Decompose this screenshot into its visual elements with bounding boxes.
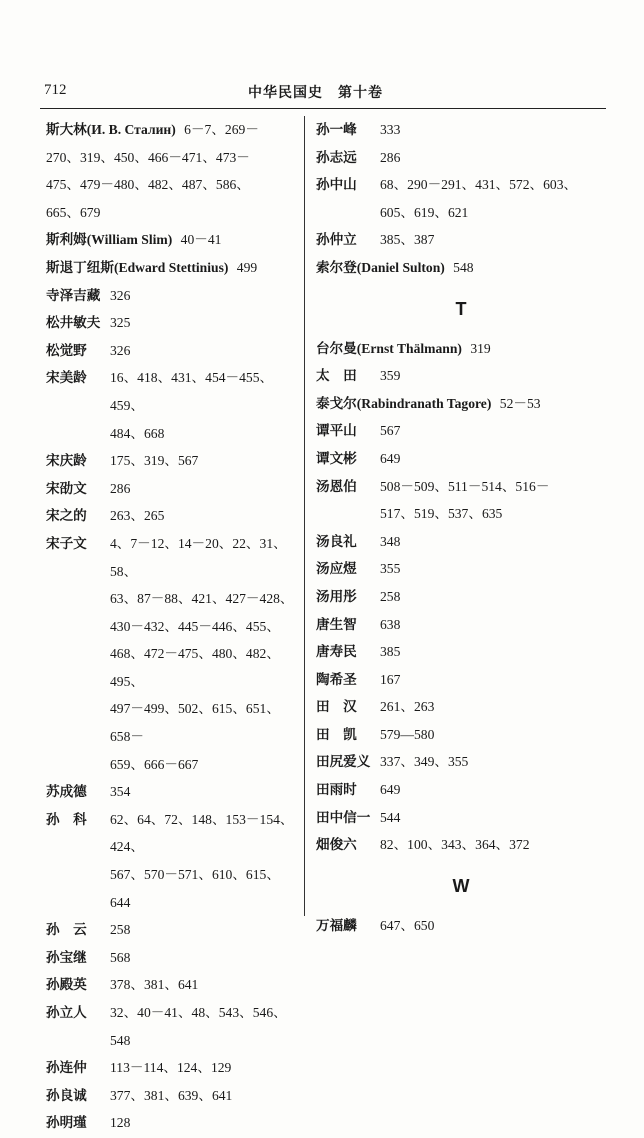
index-headword [316,396,491,412]
headword-name: 田中信一 [316,809,371,826]
headword-name: 苏成德 [46,784,87,801]
index-headword [316,612,357,639]
index-entry [316,667,606,695]
section-letter-t: T [455,298,467,319]
headword-name: 索尔登 [316,259,357,276]
page-references: 377、381、639、641 [110,1087,233,1103]
index-entry [316,584,606,612]
spacer [172,233,180,248]
page-references: 261、263 [380,699,435,715]
page-references: 319 [470,340,491,356]
page-references: 326 [110,342,131,358]
page-references: 647、650 [380,917,435,933]
page-references: 6－7、269－ 270、319、450、466－471、473－ 475、479－480、482、487、586、 665、679 [46,122,259,220]
index-headword [316,749,370,776]
index-headword [316,172,357,199]
index-headword [46,1000,87,1027]
page-references: 68、290－291、431、572、603、 605、619、621 [380,177,578,220]
index-headword [316,145,357,172]
index-entry [46,310,298,338]
headword-name: 孙立人 [46,1005,87,1021]
headword-name: 斯利姆 [46,232,87,249]
page-references: 258 [110,922,131,938]
page-references: 385 [380,644,401,660]
headword-name: 泰戈尔 [316,395,357,412]
headword-original-name: (Edward Stettinius) [113,259,229,275]
index-headword [46,122,176,138]
index-entry [46,945,298,973]
index-headword [316,418,357,445]
index-headword [316,474,357,501]
headword-name: 谭文彬 [316,450,357,467]
headword-name: 寺泽吉藏 [46,287,101,304]
page-references: 579—580 [380,726,435,742]
index-headword [46,338,87,365]
index-entry [46,365,298,448]
index-headword [46,807,87,834]
index-entry [316,363,606,391]
headword-name: 松井敏夫 [46,315,101,332]
headword-name: 斯退丁纽斯 [46,259,114,276]
headword-name: 宋之的 [46,508,87,525]
index-headword [46,365,87,392]
page-references: 333 [380,122,401,137]
page-references: 638 [380,616,401,632]
index-entry [46,448,298,476]
headword-name: 万福麟 [316,917,357,934]
index-entry [316,227,606,255]
page-references: 175、319、567 [110,453,199,469]
page-references: 378、381、641 [110,977,199,993]
index-headword [316,805,370,832]
index-headword [46,283,100,310]
right-column [316,117,606,940]
headword-name: 唐生智 [316,616,357,633]
index-headword [46,945,87,972]
index-headword [316,667,357,694]
page-references: 52－53 [499,395,541,411]
index-entry [46,503,298,531]
index-entry [316,336,606,364]
index-entry [46,972,298,1000]
headword-name: 谭平山 [316,423,357,440]
index-headword [316,639,357,666]
section-letter-w: W [452,875,470,896]
index-entry [46,283,298,311]
index-headword [316,341,462,357]
headword-name: 陶希圣 [316,671,357,688]
headword-name: 孙 云 [46,922,87,939]
index-headword [46,260,228,276]
index-entry [316,556,606,584]
index-headword [46,232,172,248]
index-entry [316,832,606,860]
headword-name: 宋庆龄 [46,453,87,470]
page-references: 544 [380,809,401,825]
page-references: 326 [110,287,131,303]
headword-name: 孙良诚 [46,1087,87,1104]
index-entry [46,917,298,945]
page-references: 567 [380,423,401,439]
index-entry [46,1083,298,1111]
index-entry [316,391,606,419]
index-headword [46,1055,87,1082]
index-headword [316,363,357,390]
page-references: 82、100、343、364、372 [380,837,530,853]
index-entry [46,1000,298,1055]
index-entry [46,227,298,255]
page-references: 568 [110,949,131,965]
index-entry [46,255,298,283]
headword-name: 松觉野 [46,342,87,359]
headword-original-name: (Daniel Sulton) [356,259,445,275]
index-entry [316,805,606,833]
headword-name: 孙中山 [316,177,357,194]
index-entry [46,1055,298,1083]
index-headword [316,446,357,473]
index-headword [316,584,357,611]
headword-original-name: (И. В. Сталин) [86,122,176,137]
page-references: 128 [110,1115,131,1131]
page-references: 286 [110,480,131,496]
page-references: 649 [380,450,401,466]
index-entry [316,529,606,557]
index-headword [316,227,357,254]
page-header [44,82,604,106]
page-references: 348 [380,533,401,549]
headword-name: 孙一峰 [316,122,357,138]
page-references: 258 [380,588,401,604]
headword-name: 孙明瑾 [46,1115,87,1132]
index-headword [316,260,445,276]
headword-name: 台尔曼 [316,340,357,357]
headword-name: 宋子文 [46,535,87,552]
index-entry [46,1110,298,1138]
index-headword [46,503,87,530]
page-references: 354 [110,784,131,800]
headword-name: 孙殿英 [46,977,87,994]
running-title: 中华民国史 第十卷 [248,85,383,101]
spacer [228,261,236,276]
index-headword [316,913,357,940]
index-entry [316,172,606,227]
page-references: 548 [453,259,474,275]
index-headword [316,777,357,804]
index-entry [316,255,606,283]
index-entry [316,694,606,722]
index-entry [316,639,606,667]
page-references: 62、64、72、148、153－154、424、 567、570－571、610、615、644 [110,811,294,910]
headword-name: 斯大林 [46,122,87,138]
page-references: 359 [380,368,401,384]
headword-name: 孙 科 [46,811,87,828]
headword-name: 汤应煜 [316,561,357,578]
index-entry [46,117,298,227]
headword-name: 宋劭文 [46,480,87,497]
page-references: 325 [110,315,131,331]
index-headword [316,556,357,583]
index-entry [316,145,606,173]
index-entry [316,612,606,640]
index-headword [316,722,357,749]
headword-name: 田雨时 [316,782,357,799]
spacer [445,261,453,276]
page-references: 167 [380,671,401,687]
index-headword [46,448,87,475]
index-headword [46,310,100,337]
left-column [46,117,298,1138]
index-headword [46,917,87,944]
index-headword [316,694,357,721]
page-references: 508－509、511－514、516－ 517、519、537、635 [380,478,550,522]
index-headword [46,1110,87,1137]
headword-name: 田尻爱义 [316,754,371,771]
page-references: 649 [380,782,401,798]
headword-name: 汤良礼 [316,533,357,550]
index-entry [316,777,606,805]
headword-original-name: (William Slim) [86,232,173,248]
index-headword [316,529,357,556]
index-entry [316,117,606,145]
headword-original-name: (Ernst Thälmann) [356,340,462,356]
page-references: 32、40－41、48、543、546、548 [110,1005,287,1048]
index-headword [46,1083,87,1110]
page-references: 4、7－12、14－20、22、31、58、 63、87－88、421、427－428、 430－432、445－446、455、 468、472－475、480、482、495、 497－499、502、615、651、658－ 659、666－667 [110,535,294,772]
index-entry [46,476,298,504]
headword-original-name: (Rabindranath Tagore) [356,395,492,411]
page-number: 712 [44,82,67,98]
page-references: 263、265 [110,508,165,524]
header-rule [40,108,606,109]
headword-name: 孙宝继 [46,949,87,966]
headword-name: 汤恩伯 [316,478,357,495]
spacer [491,397,499,412]
index-headword [316,832,357,859]
page-references: 40－41 [180,232,222,248]
index-entry [316,418,606,446]
headword-name: 畑俊六 [316,837,357,854]
index-entry [46,531,298,779]
index-headword [46,779,87,806]
headword-name: 唐寿民 [316,644,357,661]
page-references: 337、349、355 [380,754,469,770]
index-entry [316,749,606,777]
index-entry [316,913,606,941]
headword-name: 田 汉 [316,699,357,716]
spacer [176,123,184,138]
headword-name: 太 田 [316,368,357,385]
headword-name: 孙志远 [316,149,357,166]
index-headword [46,476,87,503]
headword-name: 汤用彤 [316,588,357,605]
index-entry [316,446,606,474]
headword-name: 宋美龄 [46,370,87,387]
page-references: 286 [380,149,401,165]
index-entry [46,807,298,917]
page-references: 113－114、124、129 [110,1060,232,1076]
headword-name: 孙连仲 [46,1060,87,1077]
index-entry [46,779,298,807]
column-divider [304,116,305,916]
headword-name: 孙仲立 [316,232,357,249]
page-references: 499 [236,259,258,275]
page-references: 355 [380,561,401,577]
index-headword [46,531,87,558]
page-references: 16、418、431、454－455、459、 484、668 [110,370,274,441]
headword-name: 田 凯 [316,726,357,743]
index-entry [316,722,606,750]
page-references: 385、387 [380,232,435,248]
index-headword [46,972,87,999]
index-headword [316,117,357,144]
index-entry [46,338,298,366]
index-entry [316,474,606,529]
